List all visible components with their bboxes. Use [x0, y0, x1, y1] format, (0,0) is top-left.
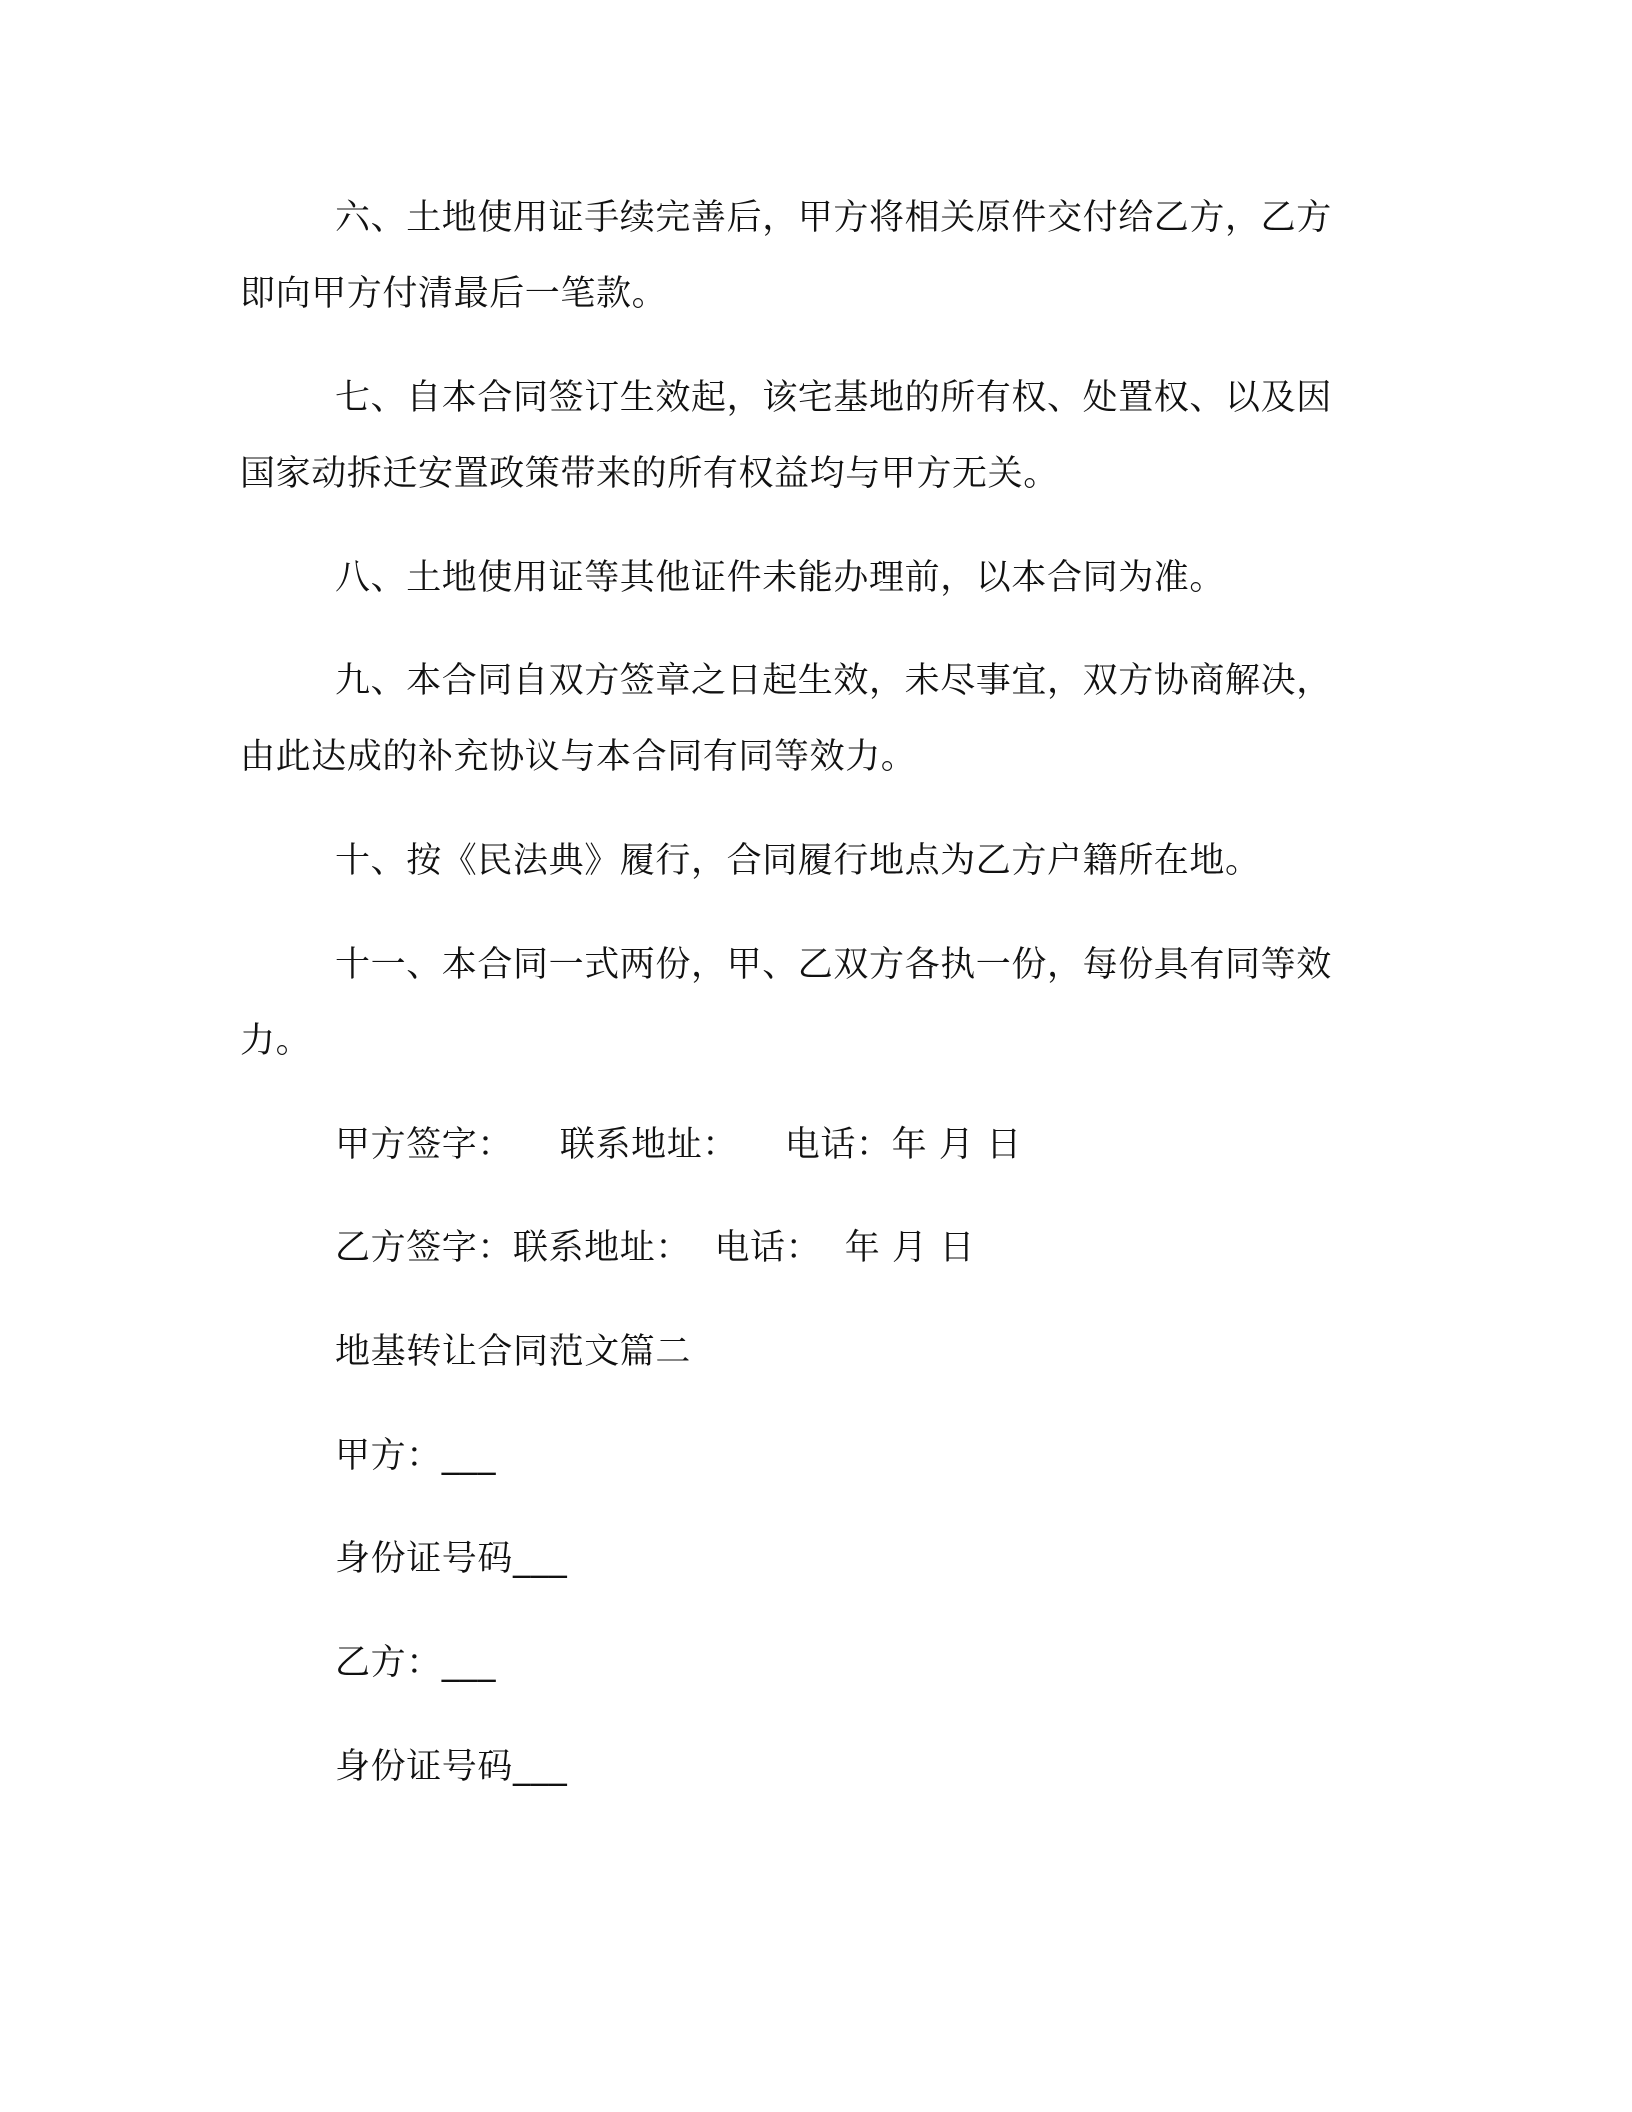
section-title: 地基转让合同范文篇二 [335, 1332, 692, 1372]
clause-6-line-1: 六、土地使用证手续完善后，甲方将相关原件交付给乙方，乙方 [335, 198, 1332, 238]
party-b-field: 乙方：___ [335, 1643, 497, 1683]
party-a-id-field: 身份证号码___ [335, 1539, 568, 1579]
party-a-field: 甲方：___ [335, 1436, 497, 1476]
signature-party-a: 甲方签字： 联系地址： 电话：年 月 日 [335, 1125, 1022, 1165]
clause-10-line-1: 十、按《民法典》履行，合同履行地点为乙方户籍所在地。 [335, 841, 1261, 881]
clause-6-line-2: 即向甲方付清最后一笔款。 [240, 274, 668, 314]
clause-9-line-1: 九、本合同自双方签章之日起生效，未尽事宜，双方协商解决， [335, 661, 1332, 701]
clause-7-line-2: 国家动拆迁安置政策带来的所有权益均与甲方无关。 [240, 454, 1059, 494]
clause-11-line-2: 力。 [240, 1021, 312, 1061]
clause-11-line-1: 十一、本合同一式两份，甲、乙双方各执一份，每份具有同等效 [335, 945, 1332, 985]
signature-party-b: 乙方签字：联系地址： 电话： 年 月 日 [335, 1228, 975, 1268]
clause-9-line-2: 由此达成的补充协议与本合同有同等效力。 [240, 737, 917, 777]
clause-8-line-1: 八、土地使用证等其他证件未能办理前，以本合同为准。 [335, 558, 1226, 598]
party-b-id-field: 身份证号码___ [335, 1747, 568, 1787]
clause-7-line-1: 七、自本合同签订生效起，该宅基地的所有权、处置权、以及因 [335, 378, 1332, 418]
